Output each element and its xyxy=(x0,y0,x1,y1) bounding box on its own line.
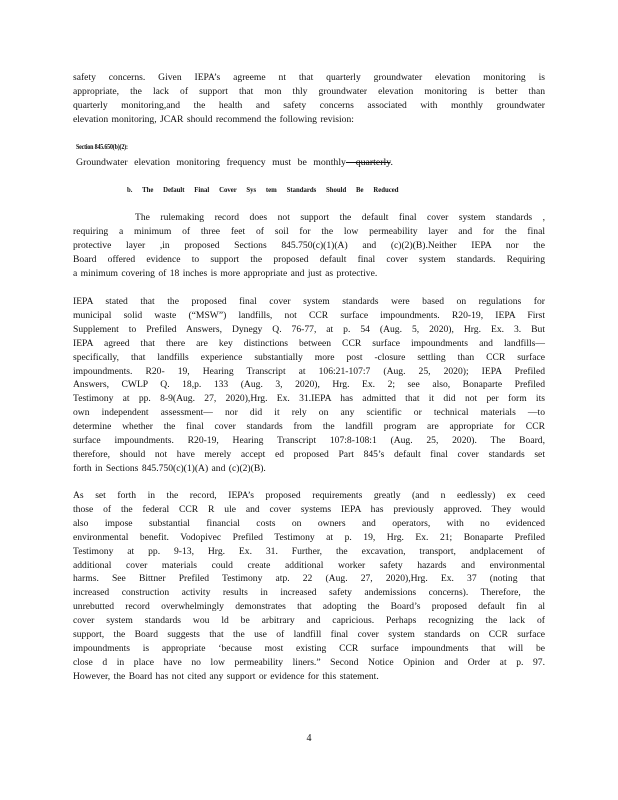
text-line: elevation monitoring, JCAR should recommend the following revision: xyxy=(73,113,354,125)
revision-text: Groundwater elevation monitoring frequency must be monthly xyxy=(76,157,346,168)
text-line: quarterly monitoring,and the health and safety concerns associated with monthly groundwater xyxy=(73,99,545,111)
text-line: IEPA agreed that there are key distinctions between CCR surface impoundments and landfills— xyxy=(73,337,545,349)
text-line: surface impoundments. R20-19, Hearing Transcript 107:8-108:1 (Aug. 25, 2020). The Board, xyxy=(73,435,545,447)
text-line: a minimum covering of 18 inches is more appropriate and just as protective. xyxy=(73,267,378,279)
text-line: unrebutted record overwhelmingly demonstrates that adopting the Board’s proposed default fin al xyxy=(73,601,545,613)
revision-period: . xyxy=(390,157,393,168)
struck-text: —quarterly xyxy=(345,157,391,168)
text-line: IEPA stated that the proposed final cover system standards were based on regulations for xyxy=(73,296,545,307)
text-line: forth in Sections 845.750(c)(1)(A) and (c)(2)(B). xyxy=(73,462,266,474)
paragraph-requirements-exceed xyxy=(73,489,545,684)
text-line: own independent assessment— nor did it rely on any scientific or technical materials —to xyxy=(73,407,545,419)
paragraph-record-support xyxy=(73,211,545,281)
text-line: determine whether the final cover standards from the landfill program are appropriate for CCR xyxy=(73,421,545,433)
text-line: Testimony at pp. 9-13, Hrg. Ex. 31. Further, the excavation, transport, andplacement of xyxy=(73,545,545,557)
section-heading: b. The Default Final Cover Sys tem Standards Should Be Reduced xyxy=(127,185,399,194)
text-line: municipal solid waste (“MSW”) landfills, not CCR surface impoundments. R20-19, IEPA First xyxy=(73,309,545,321)
text-line: requiring a minimum of three feet of soil for the low permeability layer and for the final xyxy=(73,225,545,237)
text-line: However, the Board has not cited any support or evidence for this statement. xyxy=(73,670,379,682)
paragraph-groundwater-conclusion xyxy=(73,71,545,127)
text-line: Answers, CWLP Q. 18,p. 133 (Aug. 3, 2020), Hrg. Ex. 2; see also, Bonaparte Prefiled xyxy=(73,379,545,391)
text-line: protective layer ,in proposed Sections 845.750(c)(1)(A) and (c)(2)(B).Neither IEPA nor the xyxy=(73,239,545,251)
text-line: The rulemaking record does not support the default final cover system standards , xyxy=(135,212,545,223)
page-number: 4 xyxy=(306,733,312,744)
text-line: specifically, that landfills experience substantially more post -closure settling than CCR surface xyxy=(73,351,545,363)
text-line: therefore, should not have merely accept ed proposed Part 845’s default final cover standards set xyxy=(73,448,545,460)
text-line: Board offered evidence to support the proposed default final cover system standards. Requiring xyxy=(73,253,545,265)
text-line: additional cover materials could create additional worker safety hazards and environmental xyxy=(73,559,545,571)
proposed-revision-text xyxy=(76,157,393,168)
text-line: As set forth in the record, IEPA’s proposed requirements greatly (and n eedlessly) ex ceed xyxy=(73,490,545,501)
text-line: safety concerns. Given IEPA’s agreeme nt that quarterly groundwater elevation monitoring is xyxy=(73,72,545,83)
text-line: cover system standards wou ld be arbitrary and capricious. Perhaps recognizing the lack of xyxy=(73,615,545,627)
text-line: harms. See Bittner Prefiled Testimony atp. 22 (Aug. 27, 2020),Hrg. Ex. 37 (noting that xyxy=(73,573,545,585)
text-line: also impose substantial financial costs on owners and operators, with no evidenced xyxy=(73,517,545,529)
text-line: support, the Board suggests that the use of landfill final cover system standards on CCR surface xyxy=(73,629,545,641)
text-line: those of the federal CCR R ule and cover systems IEPA has previously approved. They would xyxy=(73,503,545,515)
text-line: environmental benefit. Vodopivec Prefiled Testimony at p. 19, Hrg. Ex. 21; Bonaparte Prefiled xyxy=(73,531,545,543)
text-line: impoundments. R20- 19, Hearing Transcript at 106:21-107:7 (Aug. 25, 2020); IEPA Prefiled xyxy=(73,365,545,377)
section-label: Section 845.650(b)(2): xyxy=(76,143,128,151)
text-line: increased construction activity results in increased safety andemissions concerns). Therefore, the xyxy=(73,587,545,599)
text-line: impoundments is appropriate ‘because most existing CCR surface impoundments that will be xyxy=(73,642,545,654)
paragraph-iepa-stated xyxy=(73,295,545,476)
text-line: close d in place have no low permeability liners.” Second Notice Opinion and Order at p. 97. xyxy=(73,656,545,668)
text-line: Testimony at pp. 8-9(Aug. 27, 2020),Hrg. Ex. 31.IEPA has admitted that it did not per form its xyxy=(73,393,545,405)
text-line: appropriate, the lack of support that mon thly groundwater elevation monitoring is better than xyxy=(73,85,545,97)
text-line: Supplement to Prefiled Answers, Dynegy Q. 76-77, at p. 54 (Aug. 5, 2020), Hrg. Ex. 3. But xyxy=(73,323,545,335)
